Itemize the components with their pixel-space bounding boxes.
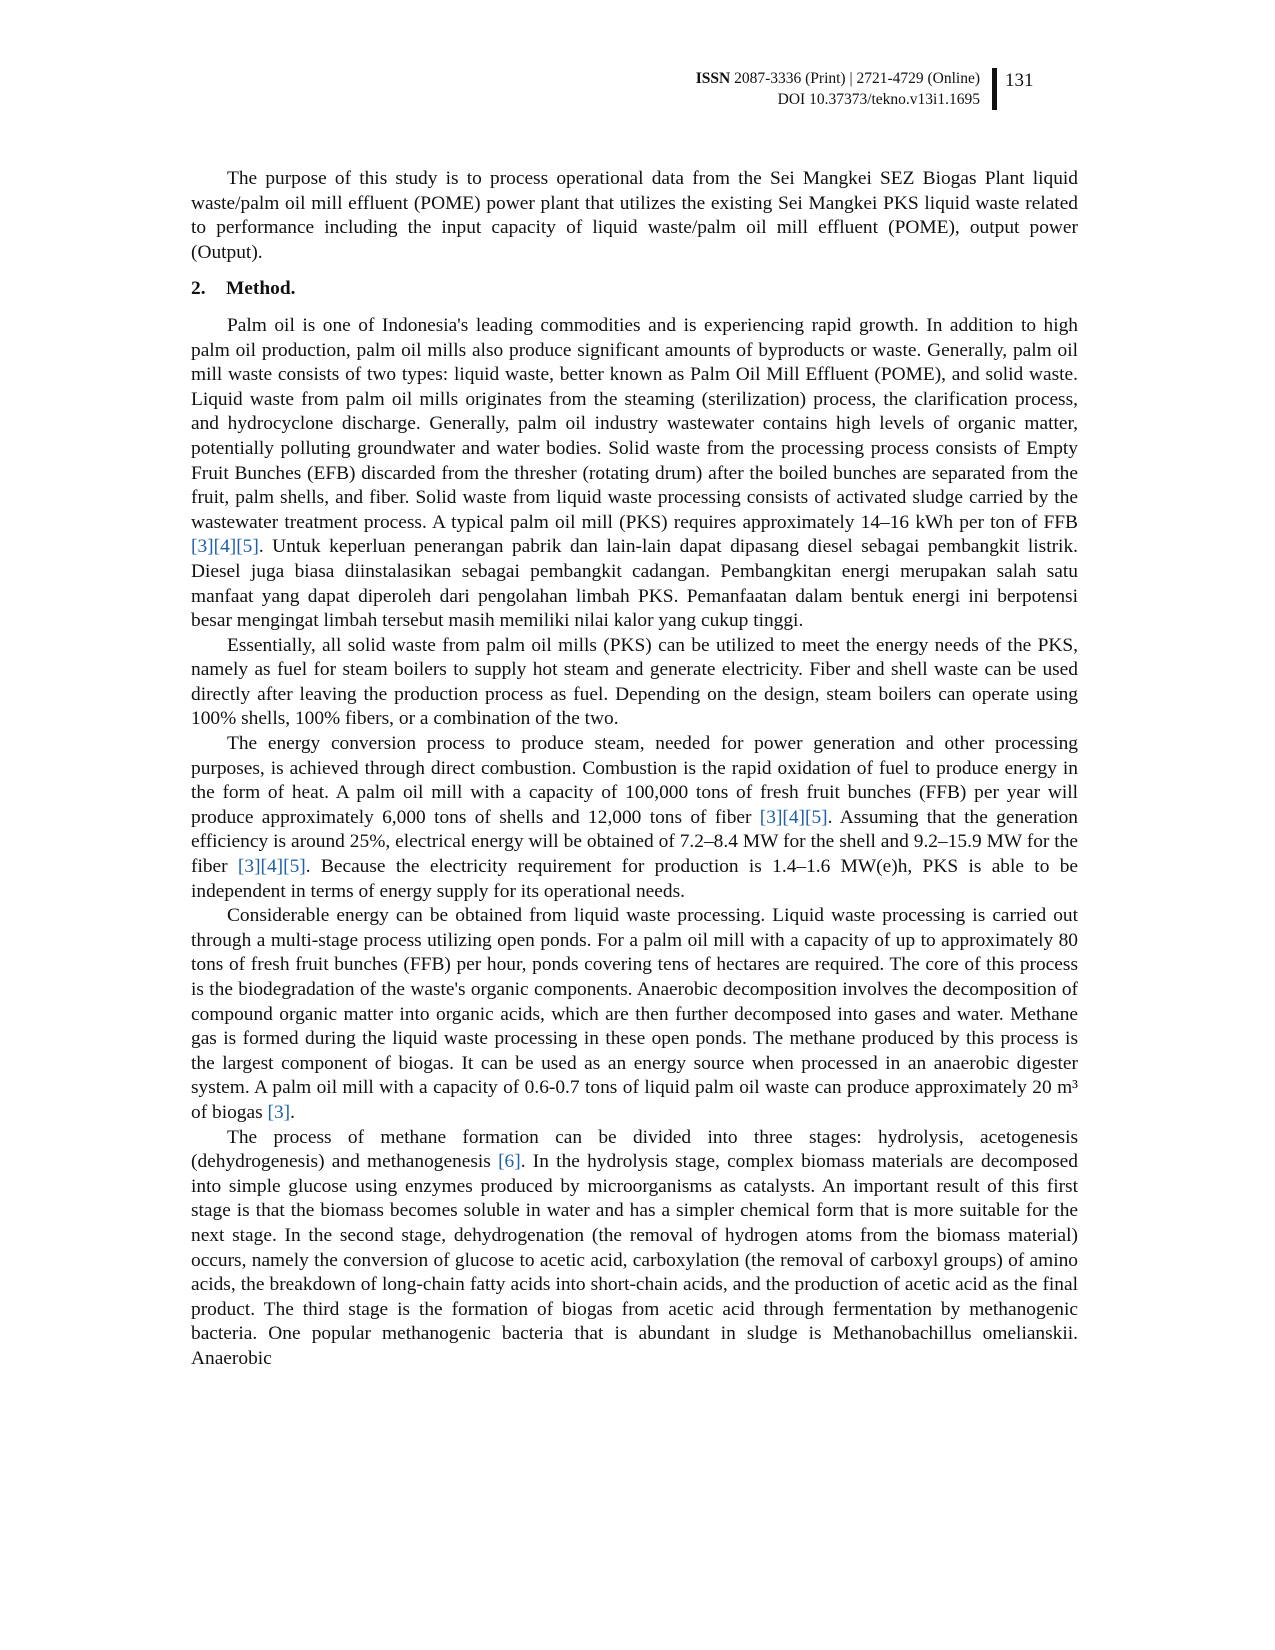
section-number: 2. bbox=[191, 278, 206, 300]
citation-link[interactable]: [6] bbox=[498, 1151, 521, 1173]
paragraph-text: Palm oil is one of Indonesia's leading commodities and is experiencing rapid growth. In addition to high palm oil production, palm oil mills also produce significant amounts of byproducts or waste. Generally, palm oil mill waste consists of two types: liquid waste, better known as Palm Oil Mill Effluent (POME), and solid waste. Liquid waste from palm oil mills originates from the steaming (sterilization) process, the clarification process, and hydrocyclone discharge. Generally, palm oil industry wastewater contains high levels of organic matter, potentially polluting groundwater and water bodies. Solid waste from the processing process consists of Empty Fruit Bunches (EFB) discarded from the thresher (rotating drum) after the boiled bunches are separated from the fruit, palm shells, and fiber. Solid waste from liquid waste processing consists of activated sludge carried by the wastewater treatment process. A typical palm oil mill (PKS) requires approximately 14–16 kWh per ton of FFB bbox=[191, 314, 1078, 533]
paragraph-text: . Because the electricity requirement for production is 1.4–1.6 MW(e)h, PKS is able to be independent in terms of energy supply for its operational needs. bbox=[191, 856, 1078, 902]
paragraph-text: The energy conversion process to produce steam, needed for power generation and other processing purposes, is achieved through direct combustion. Combustion is the rapid oxidation of fuel to produce energy in the form of heat. A palm oil mill with a capacity of 100,000 tons of fresh fruit bunches (FFB) per year will produce approximately 6,000 tons of shells and 12,000 tons of fiber bbox=[191, 733, 1078, 828]
citation-link[interactable]: [3][4][5] bbox=[759, 806, 828, 828]
section-heading bbox=[191, 277, 1078, 302]
intro-paragraph: The purpose of this study is to process operational data from the Sei Mangkei SEZ Biogas Plant liquid waste/palm oil mill effluent (POME) power plant that utilizes the existing Sei Mangkei PKS liquid waste related to performance including the input capacity of liquid waste/palm oil mill effluent (POME), output power (Output). bbox=[191, 168, 1078, 263]
method-paragraph-1 bbox=[191, 314, 1078, 634]
section-title: Method. bbox=[226, 278, 296, 300]
issn-label: ISSN bbox=[695, 70, 731, 87]
method-paragraph-5 bbox=[191, 1126, 1078, 1372]
paragraph-text: Considerable energy can be obtained from liquid waste processing. Liquid waste processing is carried out through a multi-stage process utilizing open ponds. For a palm oil mill with a capacity of up to approximately 80 tons of fresh fruit bunches (FFB) per hour, ponds covering tens of hectares are required. The core of this process is the biodegradation of the waste's organic components. Anaerobic decomposition involves the decomposition of compound organic matter into organic acids, which are then further decomposed into gases and water. Methane gas is formed during the liquid waste processing in these open ponds. The methane produced by this process is the largest component of biogas. It can be used as an energy source when processed in an anaerobic digester system. A palm oil mill with a capacity of 0.6-0.7 tons of liquid palm oil waste can produce approximately 20 m³ of biogas bbox=[191, 905, 1078, 1123]
paragraph-text: The process of methane formation can be divided into three stages: hydrolysis, acetogenesis (dehydrogenesis) and methanogenesis bbox=[191, 1126, 1078, 1173]
citation-link[interactable]: [3] bbox=[267, 1101, 291, 1123]
paragraph-text: . In the hydrolysis stage, complex biomass materials are decomposed into simple glucose using enzymes produced by microorganisms as catalysts. An important result of this first stage is that the biomass becomes soluble in water and has a simpler chemical form that is more suitable for the next stage. In the second stage, dehydrogenation (the removal of hydrogen atoms from the biomass material) occurs, namely the conversion of glucose to acetic acid, carboxylation (the removal of carboxyl groups) of amino acids, the breakdown of long-chain fatty acids into short-chain acids, and the production of acetic acid as the final product. The third stage is the formation of biogas from acetic acid through fermentation by methanogenic bacteria. One popular methanogenic bacteria that is abundant in sludge is Methanobachillus omelianskii. Anaerobic bbox=[191, 1151, 1078, 1369]
issn-value: 2087-3336 (Print) | 2721-4729 (Online) bbox=[734, 70, 980, 87]
doi-line: DOI 10.37373/tekno.v13i1.1695 bbox=[777, 91, 980, 108]
citation-link[interactable]: [3][4][5] bbox=[191, 536, 259, 558]
paragraph-text: . bbox=[290, 1101, 295, 1123]
journal-header bbox=[696, 68, 997, 110]
method-paragraph-3 bbox=[191, 732, 1078, 904]
method-paragraph-4 bbox=[191, 904, 1078, 1125]
paragraph-text: . Assuming that the generation efficiency is around 25%, electrical energy will be obtained of 7.2–8.4 MW for the shell and 9.2–15.9 MW for the fiber bbox=[191, 806, 1078, 878]
citation-link[interactable]: [3][4][5] bbox=[237, 856, 306, 878]
method-paragraph-2: Essentially, all solid waste from palm oil mills (PKS) can be utilized to meet the energy needs of the PKS, namely as fuel for steam boilers to supply hot steam and generate electricity. Fiber and shell waste can be used directly after leaving the production process as fuel. Depending on the design, steam boilers can operate using 100% shells, 100% fibers, or a combination of the two. bbox=[191, 634, 1078, 730]
paragraph-text: . Untuk keperluan penerangan pabrik dan lain-lain dapat dipasang diesel sebagai pembangkit listrik. Diesel juga biasa diinstalasikan sebagai pembangkit cadangan. Pembangkitan energi merupakan salah satu manfaat yang dapat diperoleh dari pengolahan limbah PKS. Pemanfaatan dalam bentuk energi ini berpotensi besar mengingat limbah tersebut masih memiliki nilai kalor yang cukup tinggi. bbox=[191, 536, 1078, 632]
page-number: 131 bbox=[1005, 70, 1034, 91]
issn-line bbox=[696, 68, 980, 89]
page-body bbox=[191, 167, 1078, 1372]
